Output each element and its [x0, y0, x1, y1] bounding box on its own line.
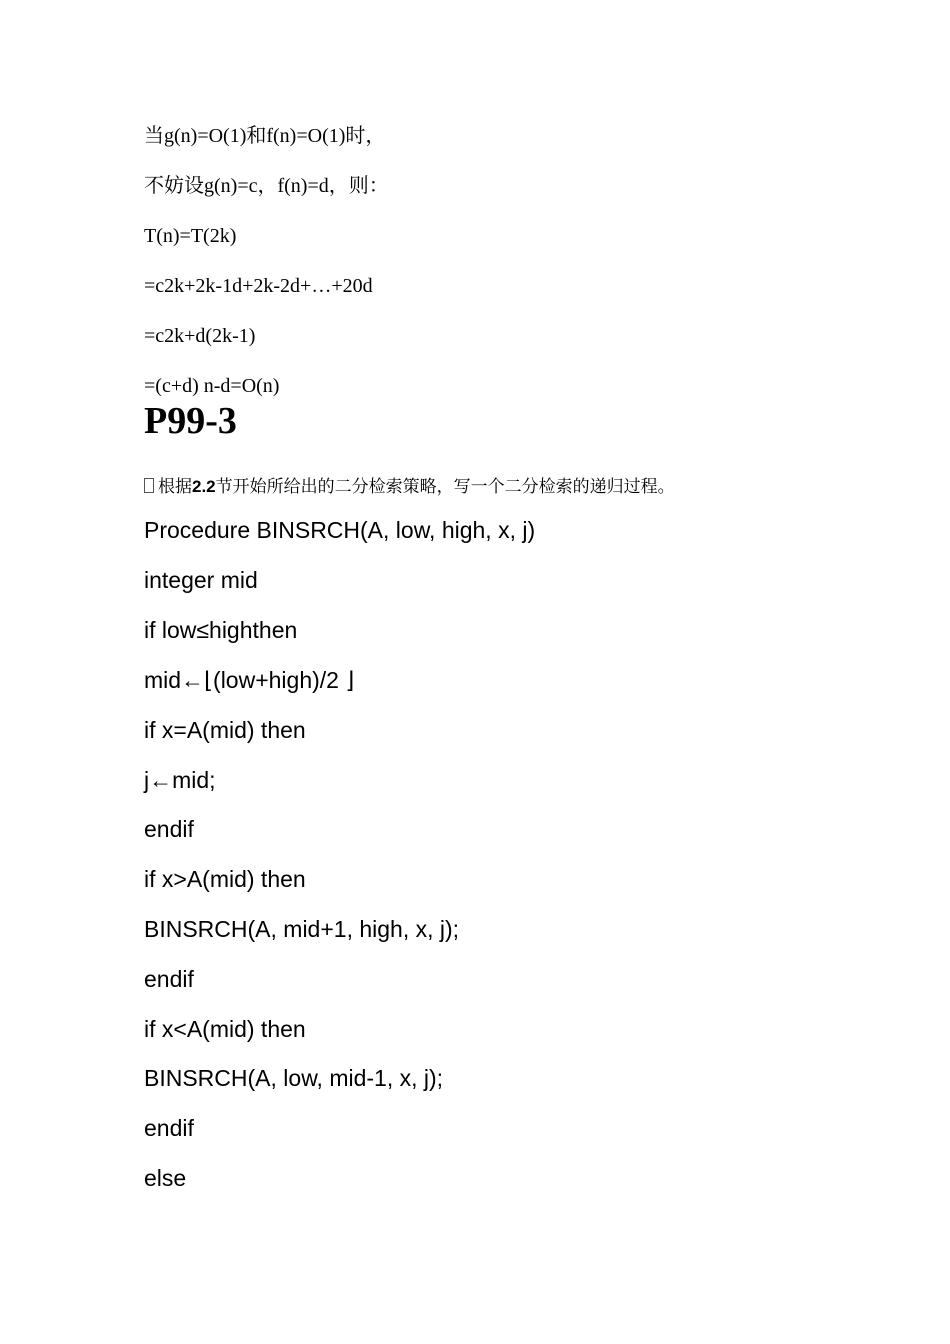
derivation-line: =c2k+d(2k-1) — [144, 325, 256, 347]
code-line: else — [144, 1165, 187, 1191]
derivation-line: =(c+d) n-d=O(n) — [144, 375, 280, 397]
code-line: endif — [144, 1115, 194, 1141]
task-section-ref: 2.2 — [192, 477, 216, 496]
code-line: integer mid — [144, 567, 258, 593]
derivation-line: =c2k+2k-1d+2k-2d+…+20d — [144, 275, 373, 297]
derivation-line: 不妨设g(n)=c，f(n)=d，则： — [144, 175, 389, 197]
code-line: Procedure BINSRCH(A, low, high, x, j) — [144, 517, 536, 543]
task-prefix: 根据 — [158, 477, 192, 497]
code-line: if x<A(mid) then — [144, 1016, 306, 1042]
code-line: if low≤highthen — [144, 617, 298, 643]
code-line: if x>A(mid) then — [144, 866, 306, 892]
missing-glyph-icon — [144, 478, 154, 493]
code-line: j←mid; — [144, 767, 216, 793]
section-title: P99-3 — [144, 400, 237, 442]
derivation-line: 当g(n)=O(1)和f(n)=O(1)时， — [144, 125, 386, 147]
code-line: endif — [144, 966, 194, 992]
task-statement — [144, 475, 675, 499]
code-line: endif — [144, 816, 194, 842]
code-line: mid←⌊(low+high)/2 ⌋ — [144, 667, 355, 693]
code-line: if x=A(mid) then — [144, 717, 306, 743]
task-suffix: 节开始所给出的二分检索策略，写一个二分检索的递归过程。 — [215, 477, 675, 497]
code-line: BINSRCH(A, low, mid-1, x, j); — [144, 1065, 444, 1091]
derivation-line: T(n)=T(2k) — [144, 225, 237, 247]
code-line: BINSRCH(A, mid+1, high, x, j); — [144, 916, 460, 942]
